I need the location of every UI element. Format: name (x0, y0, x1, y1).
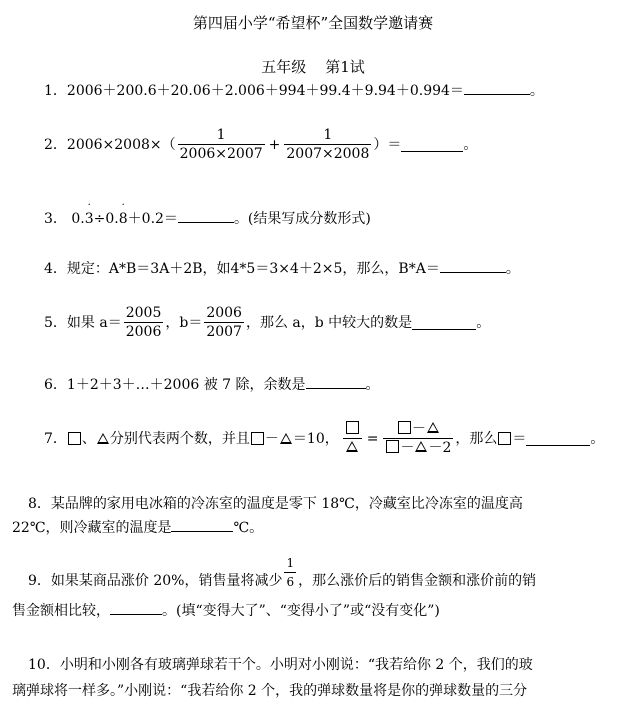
answer-blank-9[interactable] (110, 600, 162, 615)
square-symbol (68, 432, 81, 445)
answer-blank-7[interactable] (526, 431, 590, 446)
question-8: 8．某品牌的家用电冰箱的冷冻室的温度是零下 18℃，冷藏室比冷冻室的温度高 22℃，则冷藏室的温度是 ℃。 (12, 496, 523, 536)
triangle-symbol (346, 441, 358, 452)
question-2-prefix: 2．2006×2008×（ (44, 136, 176, 153)
answer-blank-8[interactable] (171, 517, 233, 532)
question-5: 5．如果 a＝ $\frac{2005}{2006}$ ，b＝ $\frac{2006}{2007}$ ，那么 a，b 中较大的数是 。 (44, 305, 491, 340)
triangle-symbol (427, 422, 439, 433)
answer-blank-4[interactable] (440, 258, 506, 273)
answer-blank-3[interactable] (178, 208, 234, 223)
square-symbol (398, 421, 411, 434)
question-9: 9．如果某商品涨价 20%，销售量将减少 $\frac{1}{6}$ ，那么涨价后的销售金额和涨价前的销 售金额相比较， 。(填“变得大了”、“变得小了”或“没有变化”) (12, 555, 537, 619)
question-2: 2．2006×2008×（ $\frac{1}{2006\times 2007}$ + $\frac{1}{2007\times 2008}$ ）＝ 。 (44, 127, 478, 162)
answer-blank-2[interactable] (401, 137, 463, 152)
square-symbol (251, 432, 264, 445)
page-subtitle: 五年级 第1试 (261, 58, 365, 76)
square-symbol (386, 440, 399, 453)
square-symbol (498, 432, 511, 445)
fraction-5b: $\frac{2006}{2007}$ (206, 305, 242, 340)
question-3: 3． 0.3 · ÷0.8 · ＋0.2＝ 。(结果写成分数形式) (44, 200, 371, 227)
question-1: 1．2006＋200.6＋20.06＋2.006＋994＋99.4＋9.94＋0.994＝ 。 (44, 80, 544, 101)
triangle-symbol (280, 433, 292, 444)
question-7: 7． 、 分别代表两个数，并且 － ＝10， = $\frac{-}{- -2}$ ，那么 ＝ 。 (44, 421, 605, 456)
square-symbol (346, 421, 359, 434)
triangle-symbol (97, 433, 109, 444)
triangle-symbol (415, 441, 427, 452)
question-4: 4．规定：A*B＝3A＋2B，如4*5＝3×4＋2×5，那么，B*A＝ 。 (44, 258, 520, 279)
question-6: 6．1＋2＋3＋…＋2006 被 7 除，余数是 。 (44, 374, 380, 395)
repeating-decimal-a: 0.3 · (71, 200, 94, 227)
question-6-text: 6．1＋2＋3＋…＋2006 被 7 除，余数是 (44, 377, 306, 393)
fraction-9: $\frac{1}{6}$ (286, 555, 295, 589)
question-1-text: 1．2006＋200.6＋20.06＋2.006＋994＋99.4＋9.94＋0.994＝ (44, 83, 464, 99)
answer-blank-5[interactable] (412, 315, 476, 330)
question-4-text: 4．规定：A*B＝3A＋2B，如4*5＝3×4＋2×5，那么，B*A＝ (44, 261, 440, 277)
fraction-2a: $\frac{1}{2006\times 2007}$ (179, 127, 263, 162)
question-10: 10．小明和小刚各有玻璃弹球若干个。小明对小刚说：“我若给你 2 个，我们的玻 璃弹球将一样多。”小刚说：“我若给你 2 个，我的弹球数量将是你的弹球数量的三分 (12, 657, 533, 699)
fraction-2b: $\frac{1}{2007\times 2008}$ (286, 127, 370, 162)
fraction-7a (343, 420, 362, 457)
fraction-7b: $\frac{-}{- -2}$ (383, 420, 453, 457)
answer-blank-1[interactable] (464, 80, 530, 95)
answer-blank-6[interactable] (306, 374, 366, 389)
repeating-decimal-b: 0.8 · (105, 200, 128, 227)
fraction-5a: $\frac{2005}{2006}$ (125, 305, 162, 340)
page-title: 第四届小学“希望杯”全国数学邀请赛 (192, 14, 434, 32)
